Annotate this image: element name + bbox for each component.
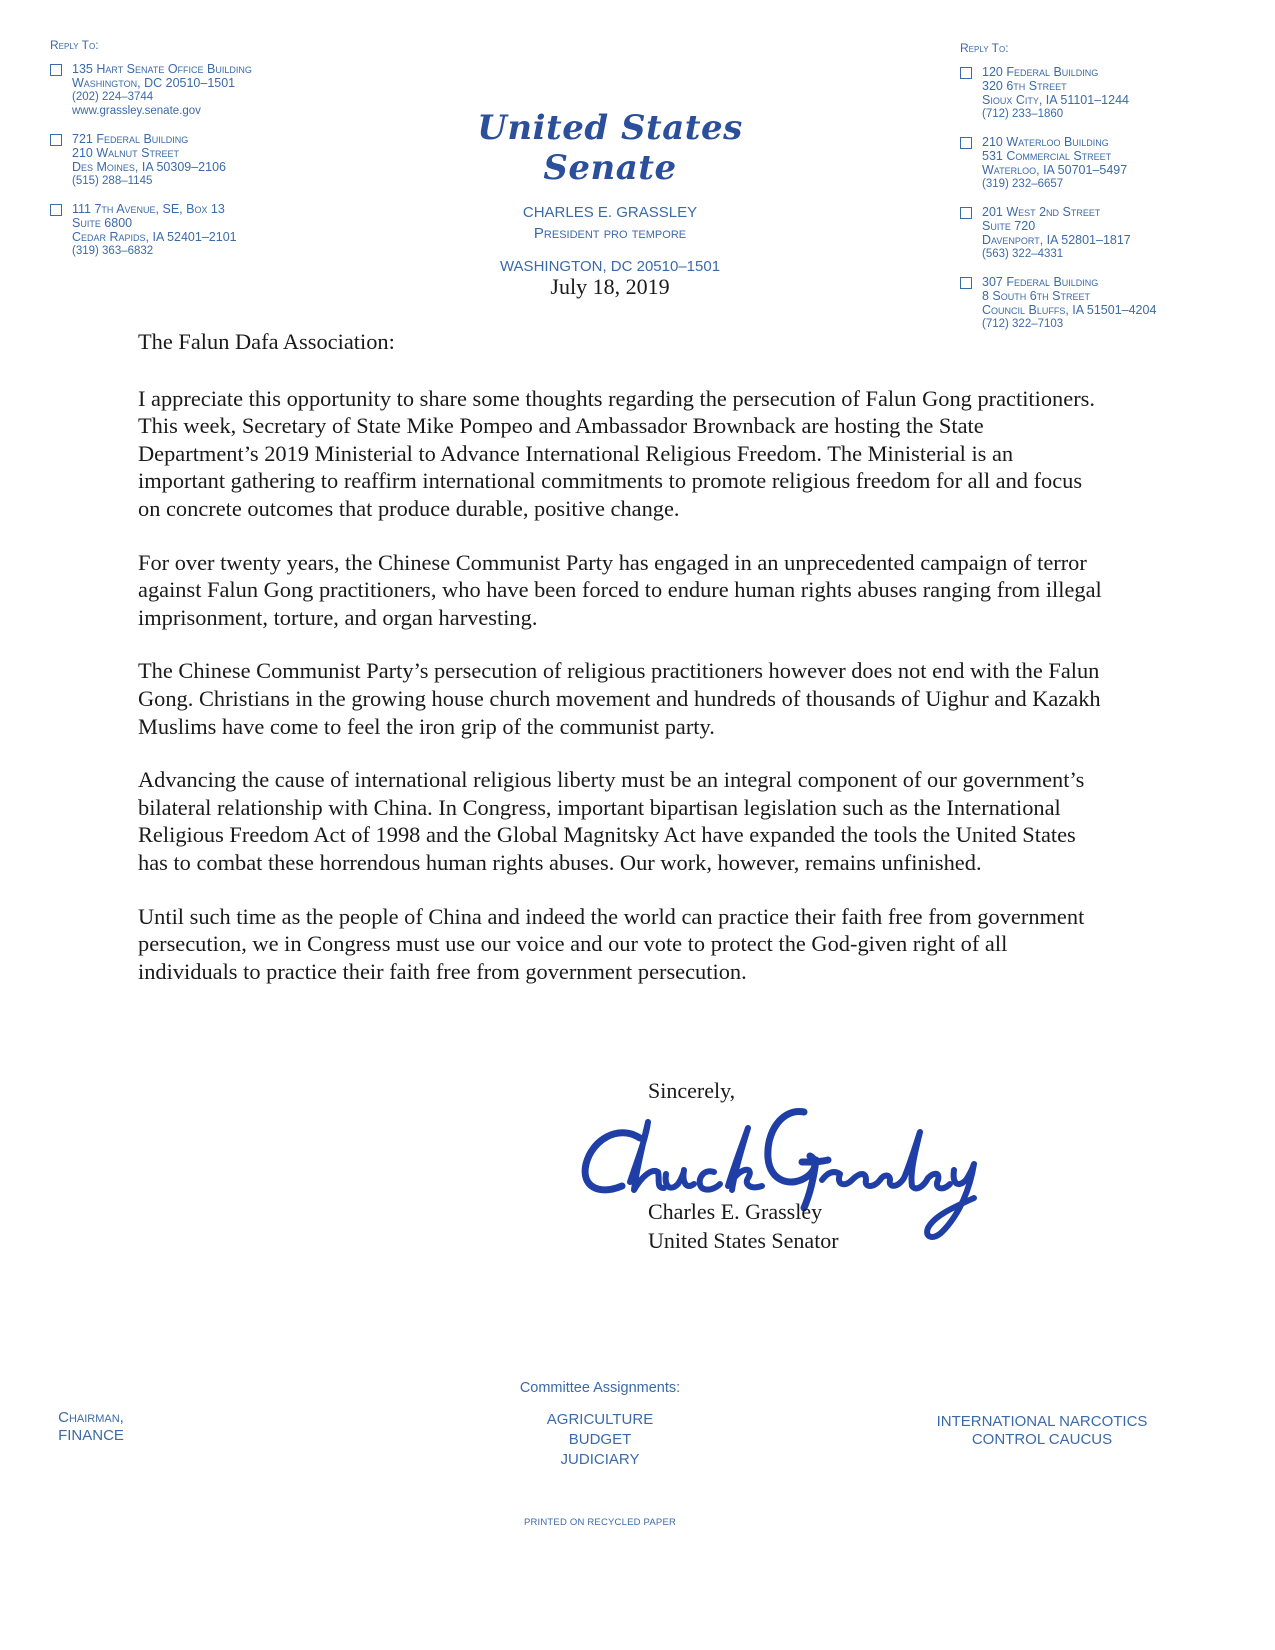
senator-role: President pro tempore bbox=[533, 225, 687, 242]
caucus-line: INTERNATIONAL NARCOTICS bbox=[936, 1413, 1148, 1430]
checkbox-icon[interactable] bbox=[960, 277, 972, 289]
office-address: 135 Hart Senate Office Building Washington, DC 20510–1501 (202) 224–3744 www.grassley.senate.gov bbox=[50, 62, 252, 118]
committee-heading: Committee Assignments: bbox=[519, 1380, 681, 1396]
salutation: The Falun Dafa Association: bbox=[138, 329, 395, 354]
signer-name: Charles E. Grassley bbox=[648, 1199, 823, 1224]
paragraph: Until such time as the people of China and indeed the world can practice their faith free from government persecution, we in Congress must use our voice and our vote to protect the God-given right of all individuals to practice their faith free from government persecution. bbox=[138, 903, 1085, 984]
paragraph: For over twenty years, the Chinese Communist Party has engaged in an unprecedented campaign of terror against Falun Gong practitioners, who have been forced to endure human rights abuses ranging from illegal imprisonment, torture, and organ harvesting. bbox=[138, 549, 1102, 630]
closing: Sincerely, bbox=[648, 1078, 736, 1103]
paragraph: The Chinese Communist Party’s persecution of religious practitioners however does not end with the Falun Gong. Christians in the growing house church movement and hundreds of thousands of Uighur and Kazakh Muslims have come to feel the iron grip of the communist party. bbox=[138, 658, 1101, 739]
office-address: 307 Federal Building 8 South 6th Street Council Bluffs, IA 51501–4204 (712) 322–7103 bbox=[960, 275, 1156, 331]
office-address: 201 West 2nd Street Suite 720 Davenport, IA 52801–1817 (563) 322–4331 bbox=[960, 205, 1156, 261]
office-address: 120 Federal Building 320 6th Street Sioux City, IA 51101–1244 (712) 233–1860 bbox=[960, 65, 1156, 121]
chairman-footer bbox=[36, 1409, 146, 1445]
senator-name: CHARLES E. GRASSLEY bbox=[522, 204, 698, 221]
checkbox-icon[interactable] bbox=[50, 204, 62, 216]
committee-item: AGRICULTURE bbox=[546, 1411, 654, 1428]
paragraph: Advancing the cause of international religious liberty must be an integral component of our government’s bilateral relationship with China. In Congress, important bipartisan legislation such as the International Religious Freedom Act of 1998 and the Global Magnitsky Act have expanded the tools the United States has to combat these horrendous human rights abuses. Our work, however, remains unfinished. bbox=[138, 767, 1085, 875]
checkbox-icon[interactable] bbox=[960, 207, 972, 219]
checkbox-icon[interactable] bbox=[960, 137, 972, 149]
caucus-line: CONTROL CAUCUS bbox=[971, 1431, 1113, 1448]
committee-list bbox=[450, 1410, 750, 1470]
signer-title: United States Senator bbox=[648, 1228, 839, 1253]
committee-item: BUDGET bbox=[568, 1431, 632, 1448]
chairman-label: Chairman, bbox=[58, 1409, 124, 1426]
office-address: 721 Federal Building 210 Walnut Street Des Moines, IA 50309–2106 (515) 288–1145 bbox=[50, 132, 252, 188]
senate-title: United States Senate bbox=[477, 108, 743, 188]
letter-date: July 18, 2019 bbox=[550, 274, 670, 299]
left-office-addresses bbox=[50, 38, 252, 272]
signer-block bbox=[648, 1197, 839, 1255]
letterhead-masthead bbox=[420, 108, 800, 275]
committee-item: JUDICIARY bbox=[560, 1451, 640, 1468]
masthead-city: WASHINGTON, DC 20510–1501 bbox=[499, 258, 721, 275]
checkbox-icon[interactable] bbox=[960, 67, 972, 79]
checkbox-icon[interactable] bbox=[50, 64, 62, 76]
reply-to-label: Reply To: bbox=[960, 41, 1009, 55]
paragraph: I appreciate this opportunity to share some thoughts regarding the persecution of Falun Gong practitioners. This week, Secretary of State Mike Pompeo and Ambassador Brownback are hosting the State Department’s 2019 Ministerial to Advance International Religious Freedom. The Ministerial is an important gathering to reaffirm international commitments to promote religious freedom for all and focus on concrete outcomes that produce durable, positive change. bbox=[138, 385, 1095, 521]
office-address: 111 7th Avenue, SE, Box 13 Suite 6800 Cedar Rapids, IA 52401–2101 (319) 363–6832 bbox=[50, 202, 252, 258]
letter-body bbox=[138, 328, 1103, 1011]
chairman-committee: FINANCE bbox=[58, 1427, 124, 1444]
caucus-footer bbox=[912, 1413, 1172, 1449]
office-address: 210 Waterloo Building 531 Commercial Street Waterloo, IA 50701–5497 (319) 232–6657 bbox=[960, 135, 1156, 191]
recycled-notice: PRINTED ON RECYCLED PAPER bbox=[523, 1517, 677, 1528]
right-office-addresses bbox=[960, 41, 1156, 345]
reply-to-label: Reply To: bbox=[50, 38, 99, 52]
checkbox-icon[interactable] bbox=[50, 134, 62, 146]
